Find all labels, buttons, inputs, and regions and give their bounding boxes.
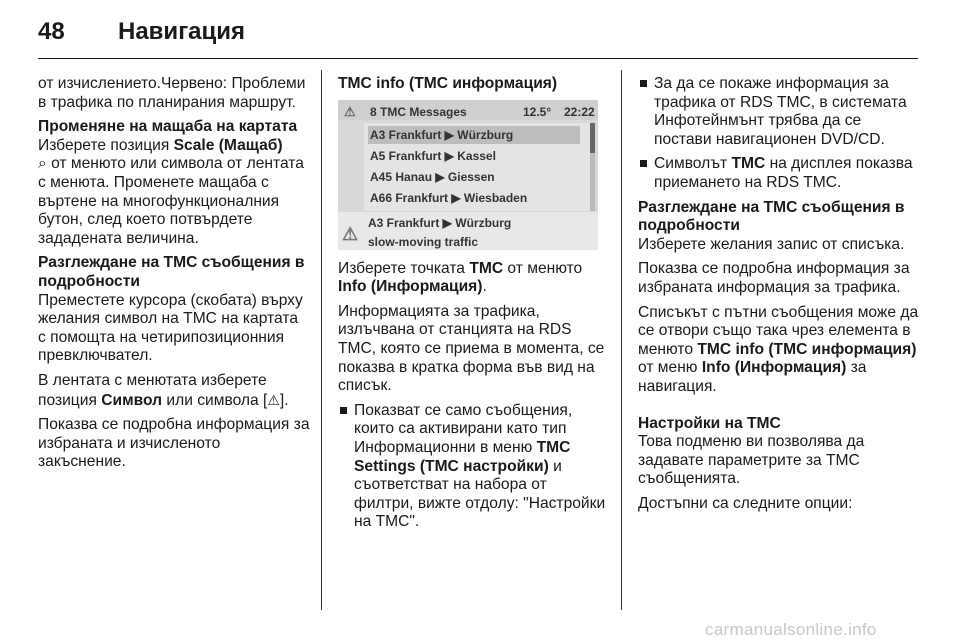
detail-route: A3 Frankfurt ▶ Würzburg — [368, 215, 512, 230]
page-number: 48 — [38, 18, 65, 45]
paragraph: Достъпни са следните опции: — [638, 494, 853, 512]
paragraph: Преместете курсора (скобата) върху желания символ на TMC на картата с помощта на четирипозиционния превключвател. — [38, 291, 303, 365]
warning-icon: ⚠ — [344, 103, 356, 119]
header-rule — [38, 58, 918, 59]
tmc-screen-image — [338, 100, 598, 250]
watermark: carmanualsonline.info — [705, 620, 877, 639]
list-item: A45 Hanau ▶ Giessen — [370, 169, 495, 184]
paragraph: В лентата с менютата изберете позиция Символ или символа [⚠]. — [38, 371, 289, 409]
paragraph: Показва се подробна информация за избраната и изчисленото закъснение. — [38, 416, 310, 471]
detail-status: slow-moving traffic — [368, 234, 479, 249]
paragraph: Списъкът с пътни съобщения може да се отвори също така чрез елемента в менюто TMC info (TMC информация) от меню Info (Информация) за навигация. — [638, 303, 919, 395]
section-heading: TMC info (TMC информация) — [338, 75, 558, 92]
zoom-icon: ⌕ — [38, 155, 47, 173]
list-item: A66 Frankfurt ▶ Wiesbaden — [370, 190, 528, 205]
section-heading: Променяне на мащаба на картата — [38, 118, 298, 136]
column-1 — [38, 75, 310, 478]
bullet-item: Символът TMC на дисплея показва приемането на RDS TMC. — [638, 155, 923, 192]
section-heading: Настройки на TMC — [638, 414, 781, 432]
tmc-messages-count: 8 TMC Messages — [370, 104, 467, 119]
paragraph: Изберете позиция Scale (Мащаб) ⌕ от менюто или символа от лентата с менюта. Променете мащаба с въртене на многофункционалния бутон, след което потвърдете зададената величина. — [38, 136, 304, 247]
clock: 22:22 — [564, 104, 595, 119]
paragraph: Изберете желания запис от списъка. — [638, 235, 905, 253]
warning-icon: ⚠ — [342, 223, 359, 244]
paragraph: Информацията за трафика, излъчвана от станцията на RDS TMC, която се приема в момента, се показва в кратка форма във вид на списък. — [338, 302, 605, 395]
column-divider — [621, 70, 622, 610]
list-item: A3 Frankfurt ▶ Würzburg — [368, 126, 580, 144]
section-heading: Разглеждане на TMC съобщения в подробности — [638, 198, 905, 235]
paragraph: Изберете точката TMC от менюто Info (Информация). — [338, 259, 583, 296]
list-item: A5 Frankfurt ▶ Kassel — [370, 148, 496, 163]
page-title: Навигация — [118, 18, 246, 45]
bullet-item: За да се покаже информация за трафика от RDS TMC, в системата Инфотейнмънт трябва да се постави навигационен DVD/CD. — [638, 75, 923, 149]
paragraph: Това подменю ви позволява да задавате параметрите за TMC съобщенията. — [638, 433, 865, 488]
bullet-item: Показват се само съобщения, които са активирани като тип Информационни в меню TMC Settings (TMC настройки) и съответстват на набора от филтри, вижте отдолу: "Настройки на TMC". — [338, 402, 610, 532]
paragraph: от изчислението.Червено: Проблеми в трафика по планирания маршрут. — [38, 75, 306, 111]
tmc-message-list — [364, 123, 590, 211]
temperature: 12.5° — [523, 104, 552, 119]
paragraph: Показва се подробна информация за избраната информация за трафика. — [638, 260, 910, 296]
column-divider — [321, 70, 322, 610]
scrollbar-thumb — [590, 123, 595, 153]
column-2 — [338, 75, 610, 538]
warning-triangle-icon: ⚠ — [267, 391, 280, 408]
column-3 — [638, 75, 923, 519]
section-heading: Разглеждане на TMC съобщения в подробности — [38, 254, 305, 290]
